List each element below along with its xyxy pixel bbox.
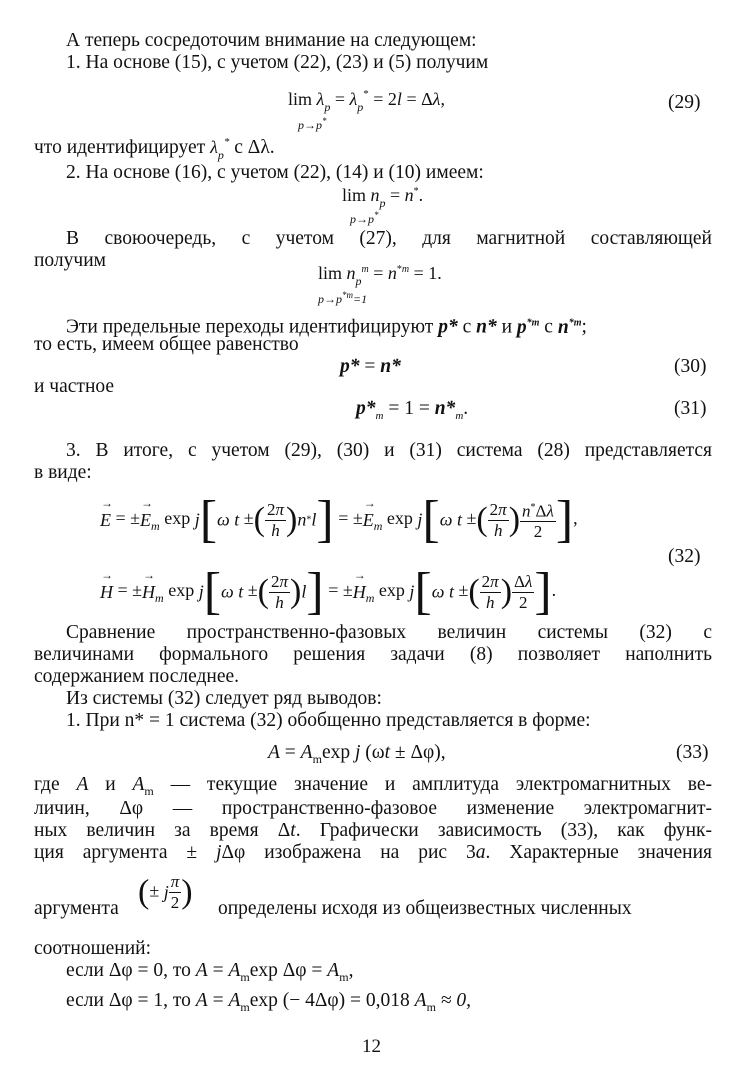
page-number: 12 [362, 1036, 381, 1057]
line-text: определены исходя из общеизвестных численных [218, 898, 632, 919]
line-text: получим [34, 250, 106, 271]
text-line-6 [34, 250, 106, 272]
equation-32-E: → E = ±→ $E_m$ exp j[ω t ±( $\frac{2\pi}{h}$ )n*l] = ±→ $E_m$ exp j[ω t ±( $\frac{2\pi}{h}$ ) $\frac{n^*\Delta\lambda}{2}$ ], [100, 494, 578, 546]
equation-32-number: (32) [668, 546, 701, 567]
equation-33: $A = A_m\exp$ j (ωt ± Δφ), [268, 742, 446, 766]
text-line-23: если Δφ = 0, то $A = A_m\exp$ $\Delta\varphi = A_m$, [66, 960, 354, 984]
line-text: в виде: [34, 462, 92, 483]
equation-29-limit: p→p* [298, 116, 327, 132]
text-line-13: величинами формального решения задачи (8) позволяет наполнить [34, 644, 712, 665]
text-line-12: Сравнение пространственно-фазовых величин системы (32) с [66, 622, 712, 643]
line-text: то есть, имеем общее равенство [34, 334, 299, 355]
text-line-16 [66, 710, 591, 732]
text-line-24: если Δφ = 1, то $A = A_m\exp$ (− 4Δφ) = 0,018 $A_m \approx 0$, [66, 990, 471, 1014]
line-text: 2. На основе (16), с учетом (22), (14) и (10) имеем: [66, 162, 484, 183]
line-text: 1. При n* = 1 система (32) обобщенно представляется в форме: [66, 710, 591, 731]
lambda-symbol: $\lambda_p^*$ [210, 136, 230, 162]
equation-30-number: (30) [674, 356, 707, 377]
line-text: Из системы (32) следует ряд выводов: [66, 688, 382, 709]
equation-31: $p*_m = 1 = n*_m$. [356, 398, 469, 422]
line-text: Эти предельные переходы идентифицируют [66, 316, 439, 338]
equation-31-number: (31) [674, 398, 707, 419]
equation-32-H: → H = ±→ $H_m$ exp j[ω t ±( $\frac{2\pi}{h}$ )l] = ±→ $H_m$ exp j[ω t ±( $\frac{2\pi}{h}$ ) $\frac{\Delta\lambda}{2}$ ]. [100, 566, 556, 618]
line-text: с Δλ. [229, 137, 275, 158]
text-line-19: ных величин за время Δt. Графически зависимость (33), как функ- [34, 820, 712, 841]
argument-expression: (± j $\frac{\pi}{2}$ ) [138, 872, 193, 912]
text-line-9 [34, 376, 114, 398]
line-text: с [457, 316, 477, 338]
text-line-3 [34, 136, 275, 161]
equation-npm: $\lim n_p^m = n^{*m} = 1$. [318, 263, 442, 289]
line-text: с [539, 316, 558, 338]
text-line-20: ция аргумента ± jΔφ изображена на рис 3a. Характерные значения [34, 842, 712, 863]
text-line-11 [34, 462, 92, 484]
text-line-8 [34, 334, 299, 356]
equation-30: p* = n* [340, 356, 401, 377]
line-text: и [496, 316, 517, 338]
equation-npm-limit: $p\to p^{*m}=1$ [318, 290, 368, 306]
text-line-22 [34, 938, 151, 960]
text-line-15 [66, 688, 382, 710]
text-line-4 [66, 162, 484, 184]
text-line-7: Эти предельные переходы идентифицируют p* с n* и $p^{*m}$ с $n^{*m}$; [66, 316, 587, 338]
text-line-1 [66, 30, 477, 52]
equation-33-number: (33) [676, 742, 709, 763]
equation-29-number: (29) [668, 92, 701, 113]
equation-np-limit: p→p* [350, 210, 379, 226]
equation-np: $\lim n_p = n^*$. [342, 185, 424, 211]
text-line-17: где A и $A_m$ — текущие значение и амплитуда электромагнитных ве- [34, 774, 713, 798]
text-line-2 [66, 52, 488, 74]
line-text: содержанием последнее. [34, 666, 240, 687]
line-text: и частное [34, 376, 115, 397]
line-text: ; [581, 316, 587, 338]
line-text: А теперь сосредоточим внимание на следующем: [66, 30, 477, 51]
text-line-21 [34, 898, 119, 920]
text-line-14 [34, 666, 239, 688]
equation-29: $\lim \lambda_p = \lambda_p^* = 2l = \Delta\lambda$, [288, 88, 445, 115]
line-text: 1. На основе (15), с учетом (22), (23) и (5) получим [66, 52, 489, 73]
line-text: что идентифицирует [34, 137, 211, 158]
line-text: аргумента [34, 898, 119, 919]
text-line-10: 3. В итоге, с учетом (29), (30) и (31) система (28) представляется [66, 440, 712, 461]
text-line-5: В своюочередь, с учетом (27), для магнитной составляющей [66, 228, 712, 249]
text-line-18: личин, Δφ — пространственно-фазовое изменение электромагнит- [34, 798, 712, 819]
text-line-21b [218, 898, 632, 920]
line-text: соотношений: [34, 938, 151, 959]
